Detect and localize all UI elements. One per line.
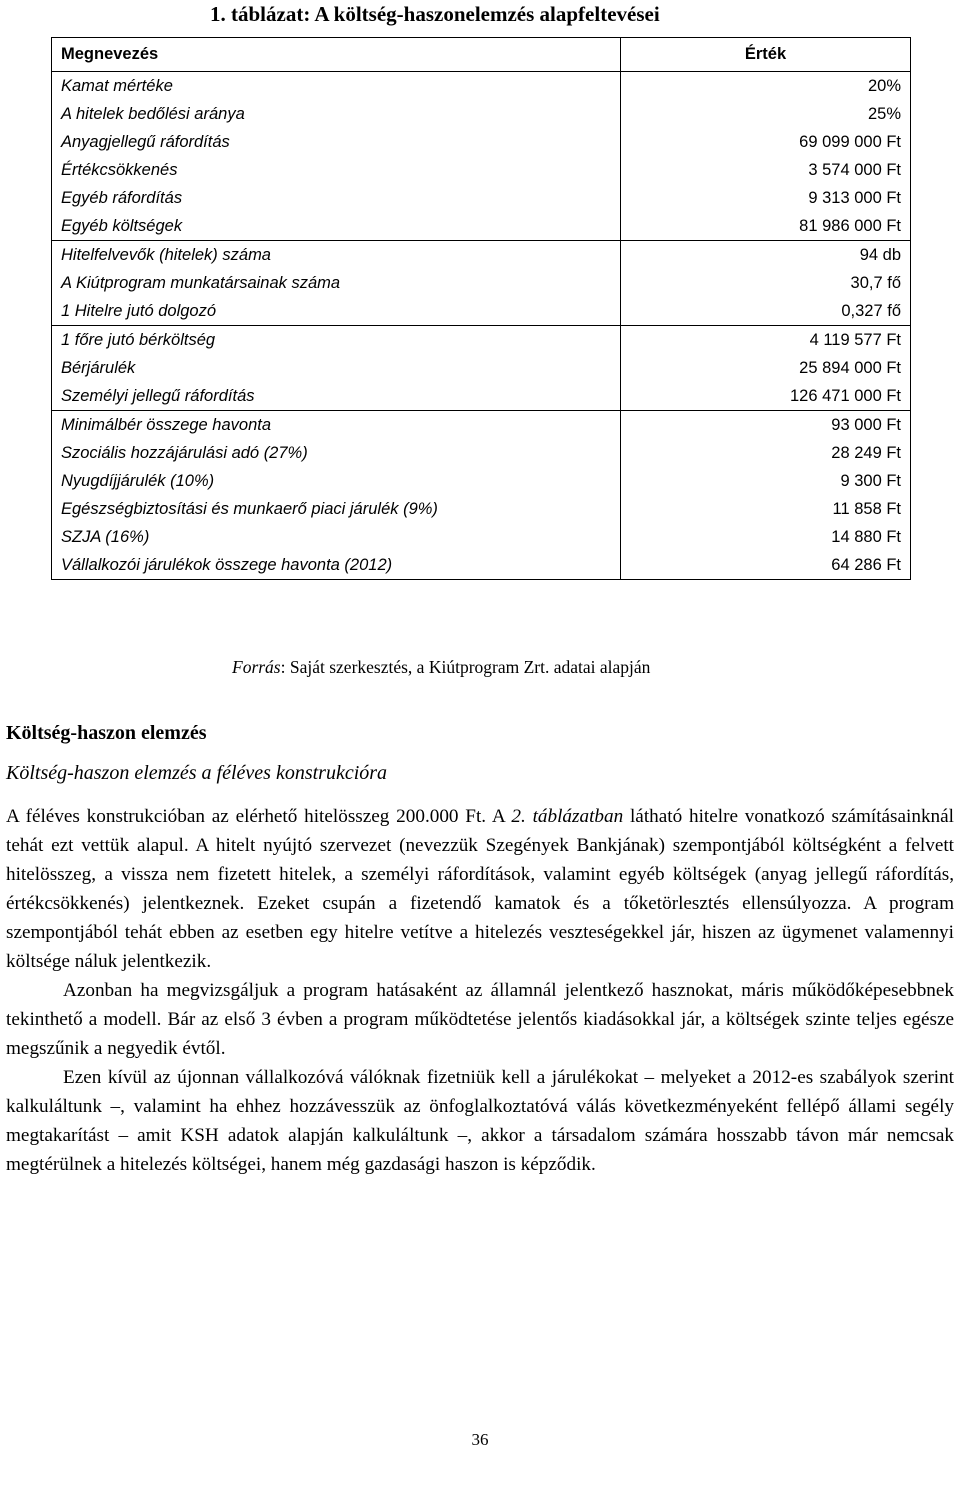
table-row (52, 495, 911, 523)
row-label: A Kiútprogram munkatársainak száma (52, 269, 621, 297)
table-row (52, 467, 911, 495)
table-row (52, 551, 911, 580)
column-header-name: Megnevezés (52, 38, 621, 72)
table-row (52, 212, 911, 241)
paragraph-2: Azonban ha megvizsgáljuk a program hatásaként az államnál jelentkező hasznokat, máris működőképesebbnek tekinthető a modell. Bár az első 3 évben a program működtetése jelentős kiadásokkal jár, a költségek szinte teljes egésze megszűnik a negyedik évtől. (6, 980, 954, 1059)
row-label: 1 főre jutó bérköltség (52, 326, 621, 355)
row-label: 1 Hitelre jutó dolgozó (52, 297, 621, 326)
paragraph-3: Ezen kívül az újonnan vállalkozóvá válóknak fizetniük kell a járulékokat – melyeket a 2012-es szabályok szerint kalkuláltunk –, valamint ha ehhez hozzávesszük az önfoglalkoztatóvá válás következményeként fellépő állami segély megtakarítást – amit KSH adatok alapján kalkuláltunk –, akkor a társadalom számára hosszabb távon már nemcsak megtérülnek a hitelezés költségei, hanem még gazdasági haszon is képződik. (6, 1067, 954, 1175)
row-label: Vállalkozói járulékok összege havonta (2012) (52, 551, 621, 580)
table-row (52, 297, 911, 326)
source-label: Forrás (232, 657, 281, 677)
row-value: 93 000 Ft (621, 411, 911, 440)
table-row (52, 411, 911, 440)
row-label: Hitelfelvevők (hitelek) száma (52, 241, 621, 270)
row-label: Egyéb költségek (52, 212, 621, 241)
row-value: 9 300 Ft (621, 467, 911, 495)
paragraph-1 (6, 802, 954, 976)
page-number: 36 (471, 1430, 489, 1449)
row-value: 20% (621, 72, 911, 101)
row-value: 4 119 577 Ft (621, 326, 911, 355)
table-row (52, 184, 911, 212)
table-caption: 1. táblázat: A költség-haszonelemzés alapfeltevései (210, 2, 660, 26)
table-reference: 2. táblázatban (511, 806, 624, 827)
row-label: Értékcsökkenés (52, 156, 621, 184)
row-value: 25 894 000 Ft (621, 354, 911, 382)
row-label: Szociális hozzájárulási adó (27%) (52, 439, 621, 467)
row-label: Egészségbiztosítási és munkaerő piaci járulék (9%) (52, 495, 621, 523)
section-subheading: Költség-haszon elemzés a féléves konstrukcióra (6, 762, 388, 784)
row-value: 25% (621, 100, 911, 128)
row-label: Anyagjellegű ráfordítás (52, 128, 621, 156)
row-label: Minimálbér összege havonta (52, 411, 621, 440)
row-value: 81 986 000 Ft (621, 212, 911, 241)
table-header-row (52, 38, 911, 72)
table-row (52, 439, 911, 467)
table-source-note (232, 654, 752, 680)
row-label: A hitelek bedőlési aránya (52, 100, 621, 128)
table-row (52, 100, 911, 128)
row-label: Kamat mértéke (52, 72, 621, 101)
column-header-value: Érték (621, 38, 911, 72)
row-value: 28 249 Ft (621, 439, 911, 467)
row-value: 9 313 000 Ft (621, 184, 911, 212)
row-label: Egyéb ráfordítás (52, 184, 621, 212)
table-row (52, 354, 911, 382)
paragraph-1-part-2: látható hitelre vonatkozó számításainknál tehát ezt vettük alapul. A hitelt nyújtó szervezet (nevezzük Szegények Bankjának) szempontjából költségként a felvett hitelösszeg, a vissza nem fizetett hitelek, a személyi ráfordítások, valamint egyéb költségek (anyag jellegű ráfordítás, értékcsökkenés) jelentkeznek. Ezeket csupán a fizetendő kamatok és a tőketörlesztés ellensúlyozza. A program szempontjából tehát ebben az esetben egy hitelre vetítve a hitelezés veszteségekkel jár, hiszen az ügymenet valamennyi költsége náluk jelentkezik. (6, 806, 955, 972)
body-text (6, 802, 954, 1179)
source-text: : Saját szerkesztés, a Kiútprogram Zrt. adatai alapján (280, 657, 651, 677)
table-row (52, 326, 911, 355)
table-row (52, 523, 911, 551)
table-row (52, 269, 911, 297)
table-row (52, 72, 911, 101)
row-value: 94 db (621, 241, 911, 270)
row-label: Bérjárulék (52, 354, 621, 382)
paragraph-1-part-1: A féléves konstrukcióban az elérhető hitelösszeg 200.000 Ft. A (6, 806, 512, 827)
table-row (52, 382, 911, 411)
row-value: 126 471 000 Ft (621, 382, 911, 411)
table-row (52, 241, 911, 270)
cost-benefit-assumptions-table (51, 37, 911, 580)
row-value: 0,327 fő (621, 297, 911, 326)
row-value: 11 858 Ft (621, 495, 911, 523)
row-value: 64 286 Ft (621, 551, 911, 580)
row-label: Nyugdíjjárulék (10%) (52, 467, 621, 495)
row-value: 69 099 000 Ft (621, 128, 911, 156)
section-heading: Költség-haszon elemzés (6, 722, 207, 744)
row-value: 3 574 000 Ft (621, 156, 911, 184)
row-value: 30,7 fő (621, 269, 911, 297)
table-row (52, 128, 911, 156)
table-row (52, 156, 911, 184)
row-label: SZJA (16%) (52, 523, 621, 551)
row-value: 14 880 Ft (621, 523, 911, 551)
row-label: Személyi jellegű ráfordítás (52, 382, 621, 411)
